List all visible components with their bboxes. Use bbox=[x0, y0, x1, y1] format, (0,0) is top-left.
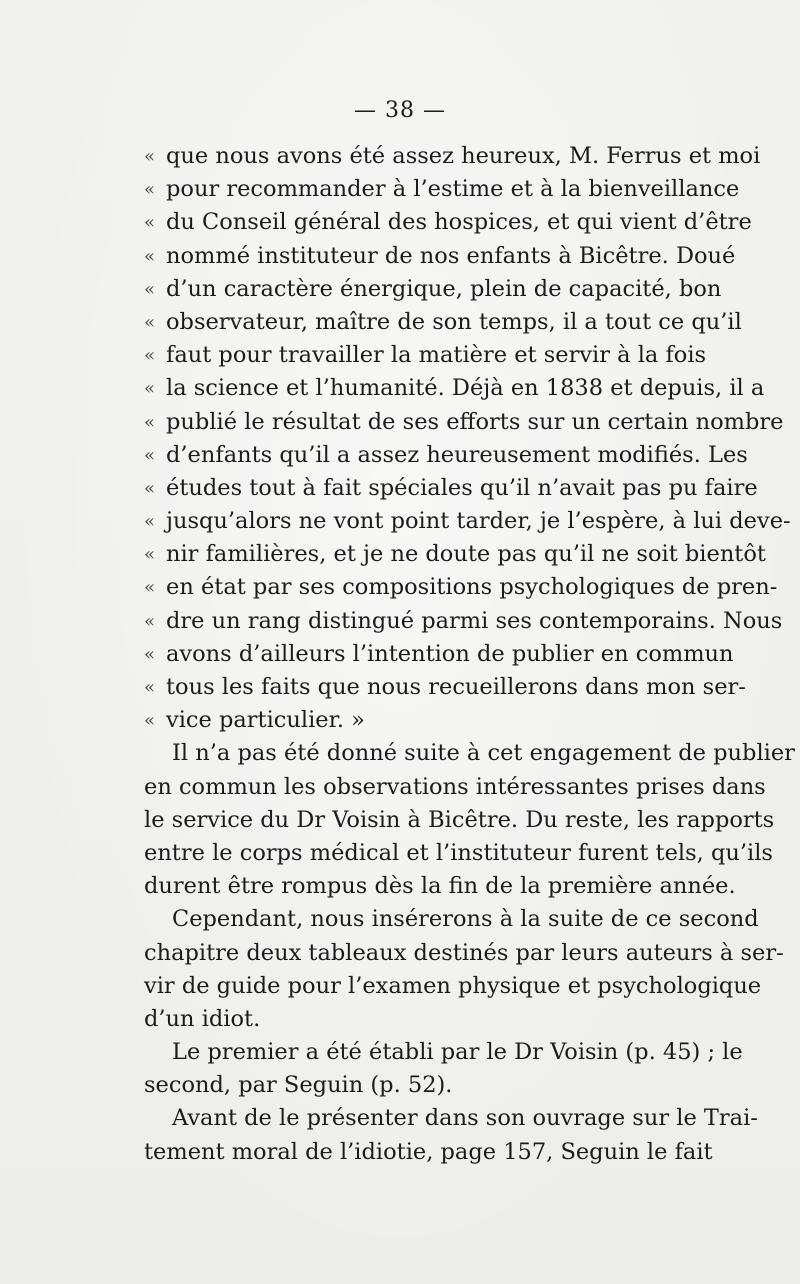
quote-mark: « bbox=[144, 677, 156, 698]
text-line: « observateur, maître de son temps, il a tout ce qu’il bbox=[144, 306, 700, 339]
quote-mark: « bbox=[144, 643, 156, 665]
quote-mark: « bbox=[144, 278, 156, 300]
text-line: « publié le résultat de ses efforts sur un certain nombre bbox=[144, 406, 700, 439]
body-text bbox=[144, 140, 795, 1169]
text-line: entre le corps médical et l’instituteur furent tels, qu’ils bbox=[144, 839, 773, 866]
quote-mark: « bbox=[144, 311, 156, 333]
text-line: « nommé instituteur de nos enfants à Bicêtre. Doué bbox=[144, 240, 700, 273]
text-line: « la science et l’humanité. Déjà en 1838 et depuis, il a bbox=[144, 372, 700, 405]
quote-mark: « bbox=[144, 245, 156, 267]
text-line: en commun les observations intéressantes prises dans bbox=[144, 773, 766, 800]
text-line: second, par Seguin (p. 52). bbox=[144, 1072, 453, 1099]
text-line: « d’un caractère énergique, plein de capacité, bon bbox=[144, 273, 700, 306]
text-line: d’un idiot. bbox=[144, 1005, 261, 1032]
quote-mark: « bbox=[144, 577, 156, 599]
text-line: « tous les faits que nous recueillerons dans mon ser- bbox=[144, 671, 700, 704]
text-line: chapitre deux tableaux destinés par leurs auteurs à ser- bbox=[144, 939, 784, 966]
quote-mark: « bbox=[144, 477, 156, 499]
text-line: le service du Dr Voisin à Bicêtre. Du reste, les rapports bbox=[144, 806, 775, 833]
text-line: « études tout à fait spéciales qu’il n’avait pas pu faire bbox=[144, 472, 700, 505]
text-line: « que nous avons été assez heureux, M. Ferrus et moi bbox=[144, 140, 700, 173]
text-line: « avons d’ailleurs l’intention de publier en commun bbox=[144, 638, 700, 671]
quote-mark: « bbox=[144, 610, 156, 632]
page-number: — 38 — bbox=[354, 98, 446, 123]
quote-mark: « bbox=[144, 212, 156, 234]
text-line: durent être rompus dès la fin de la première année. bbox=[144, 873, 736, 900]
text-line: « dre un rang distingué parmi ses contemporains. Nous bbox=[144, 605, 700, 638]
quote-mark: « bbox=[144, 378, 156, 400]
text-line: tement moral de l’idiotie, page 157, Seguin le fait bbox=[144, 1138, 713, 1165]
quote-mark: « bbox=[144, 411, 156, 433]
text-line: Le premier a été établi par le Dr Voisin (p. 45) ; le bbox=[172, 1039, 743, 1066]
text-line: vir de guide pour l’examen physique et psychologique bbox=[144, 972, 762, 999]
text-line: « du Conseil général des hospices, et qui vient d’être bbox=[144, 206, 700, 239]
quote-mark: « bbox=[144, 345, 156, 367]
text-line: « faut pour travailler la matière et servir à la fois bbox=[144, 339, 700, 372]
quote-mark: « bbox=[144, 511, 156, 533]
quote-mark: « bbox=[144, 710, 156, 732]
text-line: Avant de le présenter dans son ouvrage sur le Trai- bbox=[172, 1105, 758, 1132]
quote-mark: « bbox=[144, 146, 156, 167]
quote-mark: « bbox=[144, 544, 156, 566]
text-line: « en état par ses compositions psychologiques de pren- bbox=[144, 571, 700, 604]
text-line: « jusqu’alors ne vont point tarder, je l’espère, à lui deve- bbox=[144, 505, 700, 538]
text-line: « pour recommander à l’estime et à la bienveillance bbox=[144, 173, 700, 206]
text-line: Il n’a pas été donné suite à cet engagement de publier bbox=[172, 740, 795, 767]
quote-mark: « bbox=[144, 444, 156, 466]
quote-mark: « bbox=[144, 179, 156, 201]
text-line: Cependant, nous insérerons à la suite de ce second bbox=[172, 906, 759, 933]
text-line: « vice particulier. » bbox=[144, 704, 700, 737]
text-line: « d’enfants qu’il a assez heureusement modifiés. Les bbox=[144, 439, 700, 472]
text-line: « nir familières, et je ne doute pas qu’il ne soit bientôt bbox=[144, 538, 700, 571]
